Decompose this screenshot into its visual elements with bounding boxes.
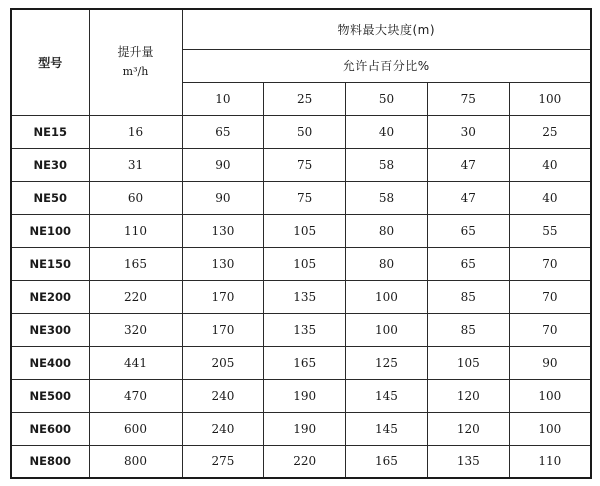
- lump-size-cell: 135: [427, 445, 509, 478]
- lump-size-cell: 105: [264, 214, 346, 247]
- percentage-header-cell: 100: [509, 82, 591, 115]
- capacity-unit: m³/h: [122, 65, 149, 79]
- table-header: [11, 9, 591, 115]
- table-row: [11, 412, 591, 445]
- table-row: [11, 313, 591, 346]
- elevator-spec-table: [10, 8, 592, 479]
- lump-size-cell: 135: [264, 280, 346, 313]
- capacity-cell: 31: [89, 148, 182, 181]
- percentage-header-cell: 50: [346, 82, 428, 115]
- model-column-header: 型号: [11, 9, 89, 115]
- allowed-percentage-header: 允许占百分比%: [182, 49, 591, 82]
- lump-size-cell: 100: [509, 379, 591, 412]
- model-cell: NE600: [11, 412, 89, 445]
- capacity-cell: 600: [89, 412, 182, 445]
- capacity-label: 提升量: [117, 45, 154, 60]
- lump-size-cell: 75: [264, 148, 346, 181]
- max-lump-size-header: 物料最大块度(m): [182, 9, 591, 49]
- lump-size-cell: 165: [264, 346, 346, 379]
- model-cell: NE100: [11, 214, 89, 247]
- capacity-cell: 165: [89, 247, 182, 280]
- lump-size-cell: 130: [182, 247, 264, 280]
- lump-size-cell: 85: [427, 280, 509, 313]
- lump-size-cell: 125: [346, 346, 428, 379]
- lump-size-cell: 30: [427, 115, 509, 148]
- model-cell: NE400: [11, 346, 89, 379]
- lump-size-cell: 90: [509, 346, 591, 379]
- table-row: [11, 379, 591, 412]
- lump-size-cell: 90: [182, 148, 264, 181]
- lump-size-cell: 47: [427, 181, 509, 214]
- capacity-cell: 60: [89, 181, 182, 214]
- lump-size-cell: 65: [427, 214, 509, 247]
- table-row: [11, 181, 591, 214]
- lump-size-cell: 25: [509, 115, 591, 148]
- capacity-cell: 800: [89, 445, 182, 478]
- spec-table-container: [10, 8, 590, 478]
- capacity-cell: 470: [89, 379, 182, 412]
- percentage-header-cell: 10: [182, 82, 264, 115]
- lump-size-cell: 120: [427, 412, 509, 445]
- lump-size-cell: 110: [509, 445, 591, 478]
- lump-size-cell: 70: [509, 280, 591, 313]
- table-body: [11, 115, 591, 478]
- model-cell: NE50: [11, 181, 89, 214]
- lump-size-cell: 275: [182, 445, 264, 478]
- lump-size-cell: 80: [346, 247, 428, 280]
- lump-size-cell: 220: [264, 445, 346, 478]
- model-cell: NE15: [11, 115, 89, 148]
- capacity-cell: 220: [89, 280, 182, 313]
- capacity-cell: 110: [89, 214, 182, 247]
- capacity-cell: 320: [89, 313, 182, 346]
- lump-size-cell: 85: [427, 313, 509, 346]
- lump-size-cell: 105: [427, 346, 509, 379]
- lump-size-cell: 190: [264, 379, 346, 412]
- lump-size-cell: 145: [346, 412, 428, 445]
- lump-size-cell: 120: [427, 379, 509, 412]
- lump-size-cell: 75: [264, 181, 346, 214]
- table-row: [11, 247, 591, 280]
- capacity-column-header: [89, 9, 182, 115]
- lump-size-cell: 135: [264, 313, 346, 346]
- table-row: [11, 445, 591, 478]
- model-cell: NE150: [11, 247, 89, 280]
- lump-size-cell: 58: [346, 181, 428, 214]
- model-cell: NE300: [11, 313, 89, 346]
- lump-size-cell: 55: [509, 214, 591, 247]
- lump-size-cell: 105: [264, 247, 346, 280]
- lump-size-cell: 170: [182, 313, 264, 346]
- lump-size-cell: 47: [427, 148, 509, 181]
- lump-size-cell: 190: [264, 412, 346, 445]
- lump-size-cell: 65: [182, 115, 264, 148]
- table-row: [11, 280, 591, 313]
- table-row: [11, 346, 591, 379]
- percentage-header-cell: 75: [427, 82, 509, 115]
- model-cell: NE500: [11, 379, 89, 412]
- lump-size-cell: 70: [509, 247, 591, 280]
- lump-size-cell: 40: [346, 115, 428, 148]
- lump-size-cell: 70: [509, 313, 591, 346]
- capacity-cell: 441: [89, 346, 182, 379]
- table-row: [11, 115, 591, 148]
- lump-size-cell: 40: [509, 181, 591, 214]
- lump-size-cell: 58: [346, 148, 428, 181]
- lump-size-cell: 80: [346, 214, 428, 247]
- lump-size-cell: 170: [182, 280, 264, 313]
- percentage-header-cell: 25: [264, 82, 346, 115]
- lump-size-cell: 145: [346, 379, 428, 412]
- lump-size-cell: 130: [182, 214, 264, 247]
- lump-size-cell: 90: [182, 181, 264, 214]
- capacity-cell: 16: [89, 115, 182, 148]
- lump-size-cell: 165: [346, 445, 428, 478]
- lump-size-cell: 65: [427, 247, 509, 280]
- lump-size-cell: 205: [182, 346, 264, 379]
- lump-size-cell: 40: [509, 148, 591, 181]
- lump-size-cell: 50: [264, 115, 346, 148]
- table-row: [11, 214, 591, 247]
- lump-size-cell: 240: [182, 412, 264, 445]
- lump-size-cell: 100: [509, 412, 591, 445]
- table-row: [11, 148, 591, 181]
- lump-size-cell: 240: [182, 379, 264, 412]
- model-cell: NE800: [11, 445, 89, 478]
- model-cell: NE200: [11, 280, 89, 313]
- model-cell: NE30: [11, 148, 89, 181]
- lump-size-cell: 100: [346, 280, 428, 313]
- lump-size-cell: 100: [346, 313, 428, 346]
